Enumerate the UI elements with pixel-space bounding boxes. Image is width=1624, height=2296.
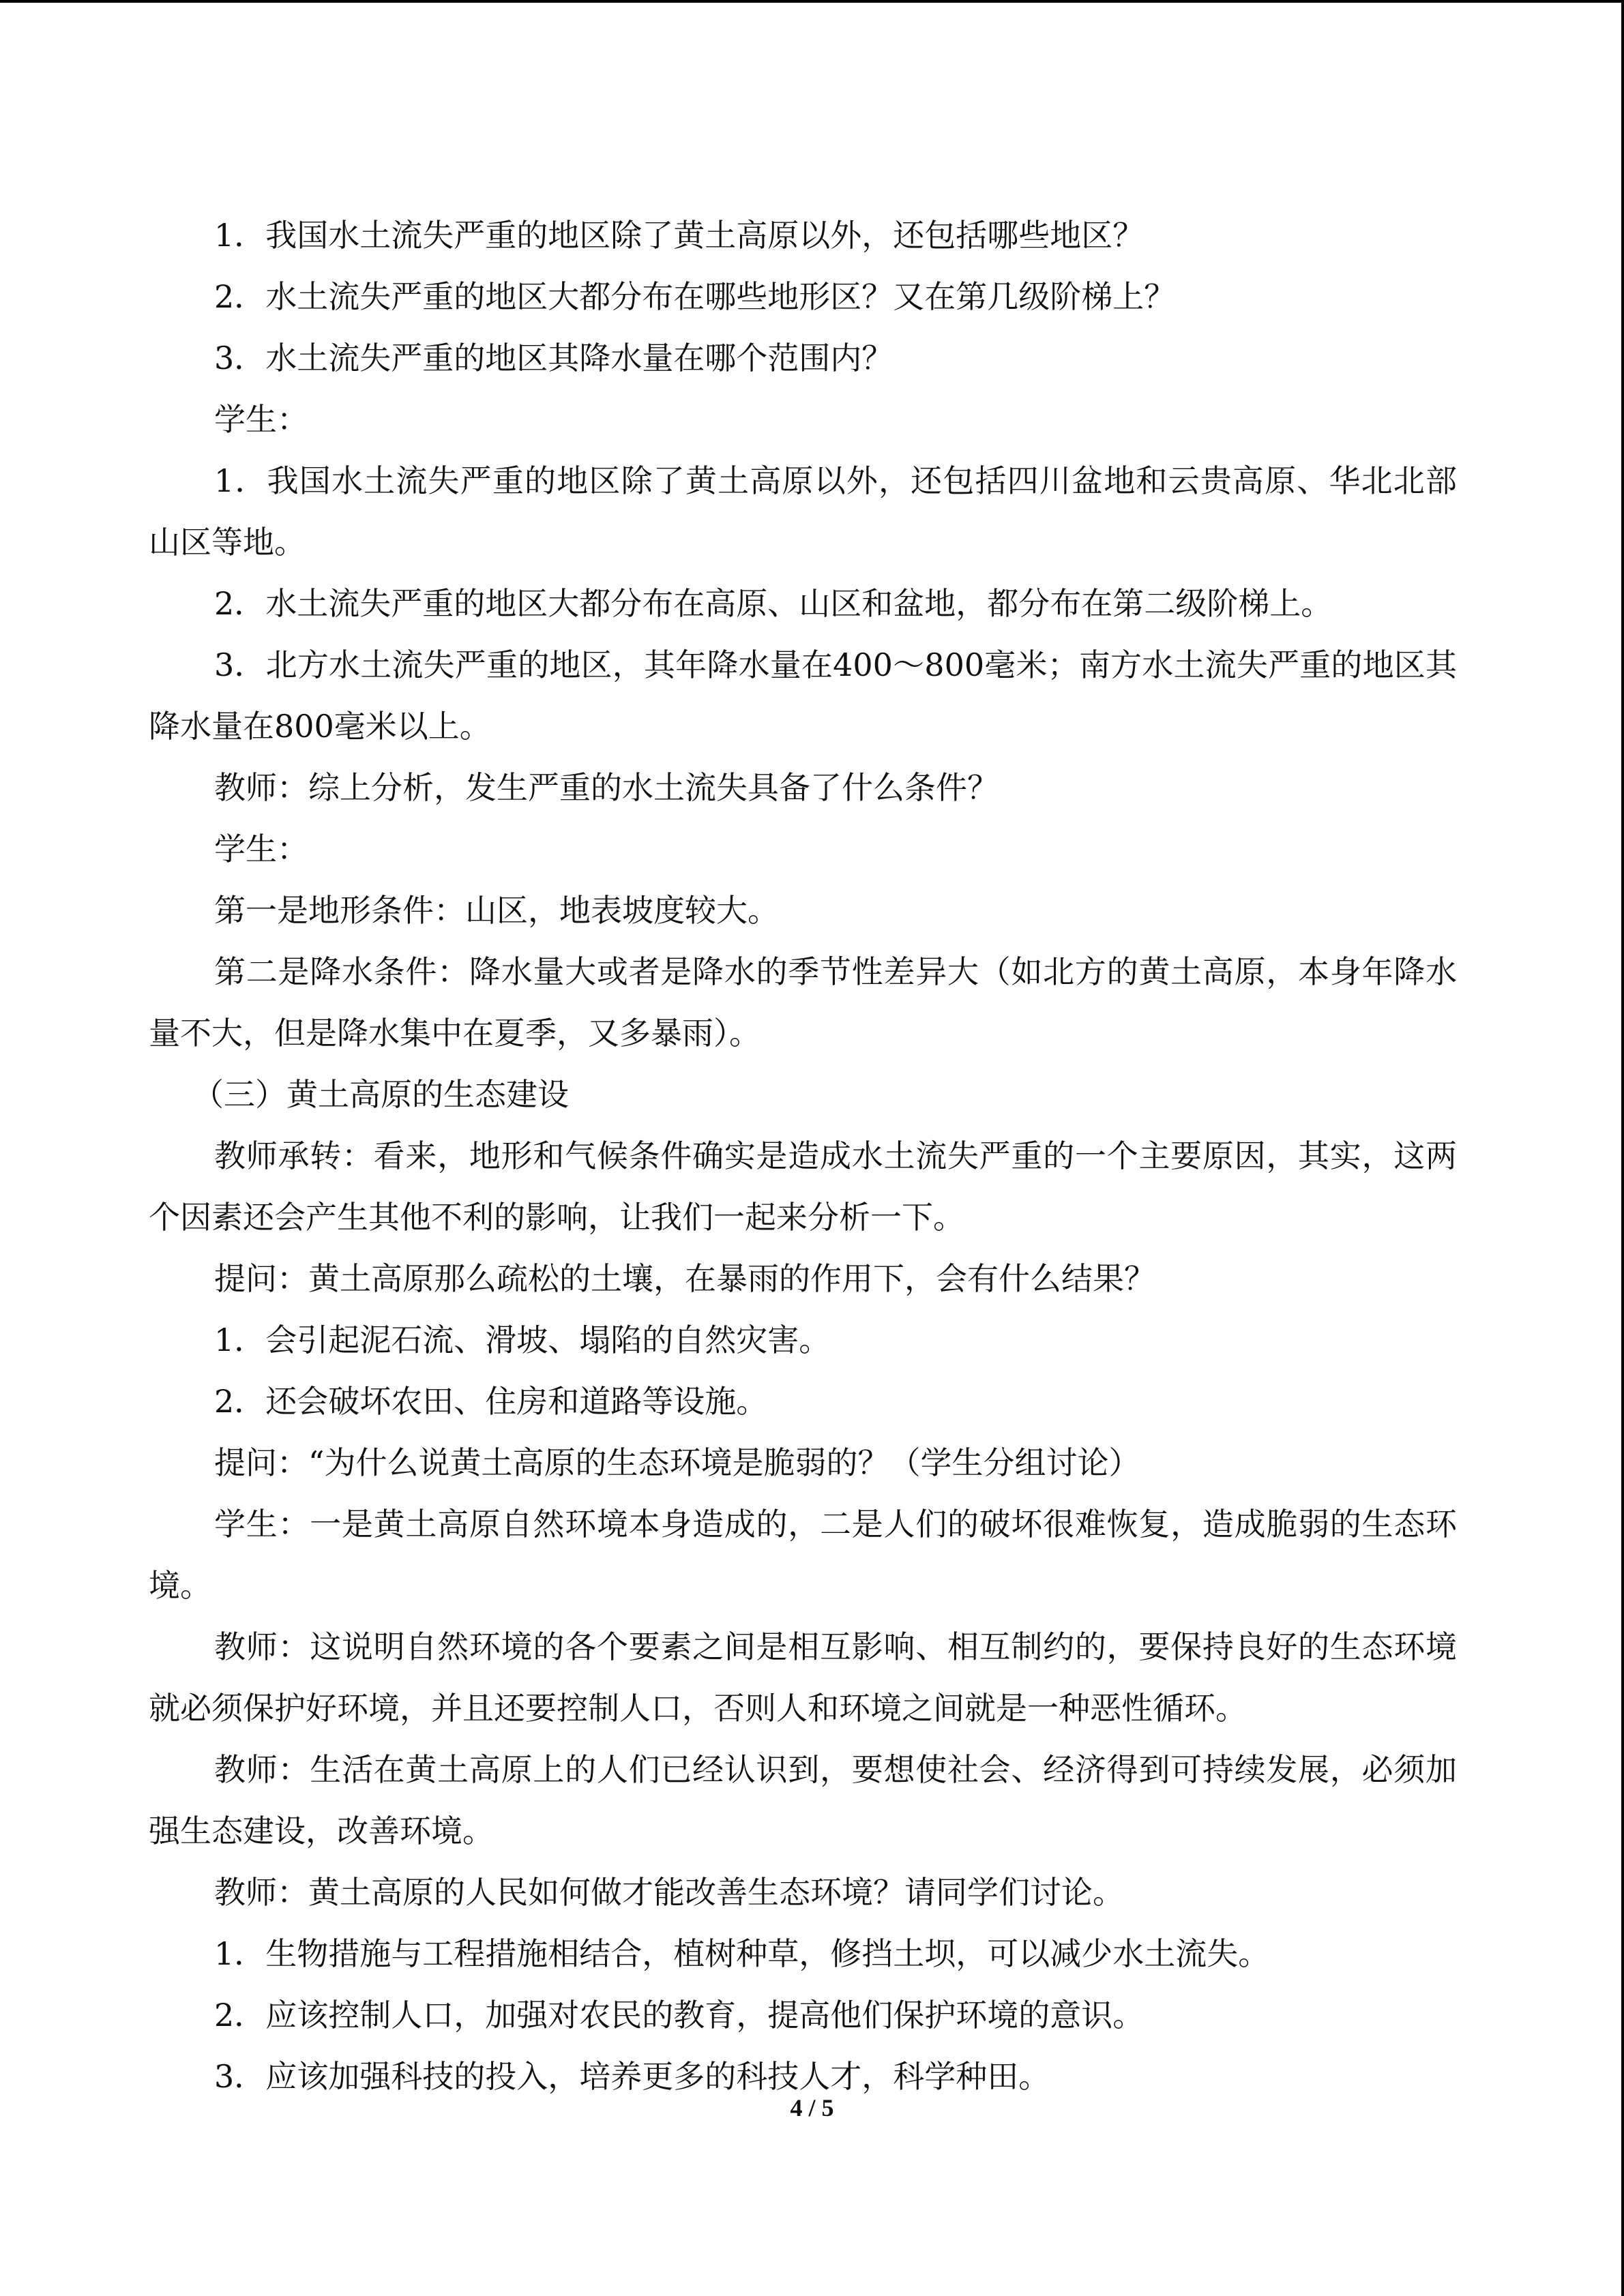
paragraph: 2．还会破坏农田、住房和道路等设施。	[214, 1383, 768, 1420]
paragraph: 教师：生活在黄土高原上的人们已经认识到，要想使社会、经济得到可持续发展，必须加强生态建设，改善环境。	[149, 1751, 1457, 1849]
paragraph: 学生：一是黄土高原自然环境本身造成的，二是人们的破坏很难恢复，造成脆弱的生态环境。	[149, 1506, 1457, 1604]
page-number: 4 / 5	[790, 2094, 834, 2121]
paragraph: 教师：黄土高原的人民如何做才能改善生态环境？请同学们讨论。	[214, 1874, 1124, 1911]
paragraph: 第一是地形条件：山区，地表坡度较大。	[214, 892, 779, 929]
paragraph: 3．应该加强科技的投入，培养更多的科技人才，科学种田。	[214, 2058, 1050, 2095]
paragraph: 学生：	[214, 401, 308, 438]
paragraph: 2．水土流失严重的地区大都分布在哪些地形区？又在第几级阶梯上？	[214, 278, 1176, 315]
paragraph: 第二是降水条件：降水量大或者是降水的季节性差异大（如北方的黄土高原，本身年降水量不大，但是降水集中在夏季，又多暴雨）。	[149, 953, 1457, 1052]
paragraph: 1．会引起泥石流、滑坡、塌陷的自然灾害。	[214, 1322, 831, 1358]
paragraph: 1．生物措施与工程措施相结合，植树种草，修挡土坝，可以减少水土流失。	[214, 1935, 1270, 1972]
paragraph: 教师：这说明自然环境的各个要素之间是相互影响、相互制约的，要保持良好的生态环境就必须保护好环境，并且还要控制人口，否则人和环境之间就是一种恶性循环。	[149, 1628, 1457, 1727]
paragraph: 3．北方水土流失严重的地区，其年降水量在400～800毫米；南方水土流失严重的地区其降水量在800毫米以上。	[149, 646, 1457, 745]
paragraph: 提问：“为什么说黄土高原的生态环境是脆弱的？（学生分组讨论）	[214, 1444, 1140, 1481]
paragraph: 2．水土流失严重的地区大都分布在高原、山区和盆地，都分布在第二级阶梯上。	[214, 585, 1333, 622]
document-body	[149, 205, 1457, 2107]
paragraph: 教师：综上分析，发生严重的水土流失具备了什么条件？	[214, 769, 999, 806]
paragraph: 2．应该控制人口，加强对农民的教育，提高他们保护环境的意识。	[214, 1997, 1145, 2033]
page-border-right	[1621, 0, 1624, 2296]
paragraph: 3．水土流失严重的地区其降水量在哪个范围内？	[214, 340, 894, 376]
paragraph: 1．我国水土流失严重的地区除了黄土高原以外，还包括哪些地区？	[214, 217, 1145, 254]
section-heading: （三）黄土高原的生态建设	[192, 1076, 569, 1113]
paragraph: 学生：	[214, 831, 308, 867]
paragraph: 提问：黄土高原那么疏松的土壤，在暴雨的作用下，会有什么结果？	[214, 1260, 1155, 1297]
paragraph: 1．我国水土流失严重的地区除了黄土高原以外，还包括四川盆地和云贵高原、华北北部山区等地。	[149, 462, 1457, 561]
paragraph: 教师承转：看来，地形和气候条件确实是造成水土流失严重的一个主要原因，其实，这两个因素还会产生其他不利的影响，让我们一起来分析一下。	[149, 1137, 1457, 1236]
page-border-top	[0, 0, 1624, 3]
